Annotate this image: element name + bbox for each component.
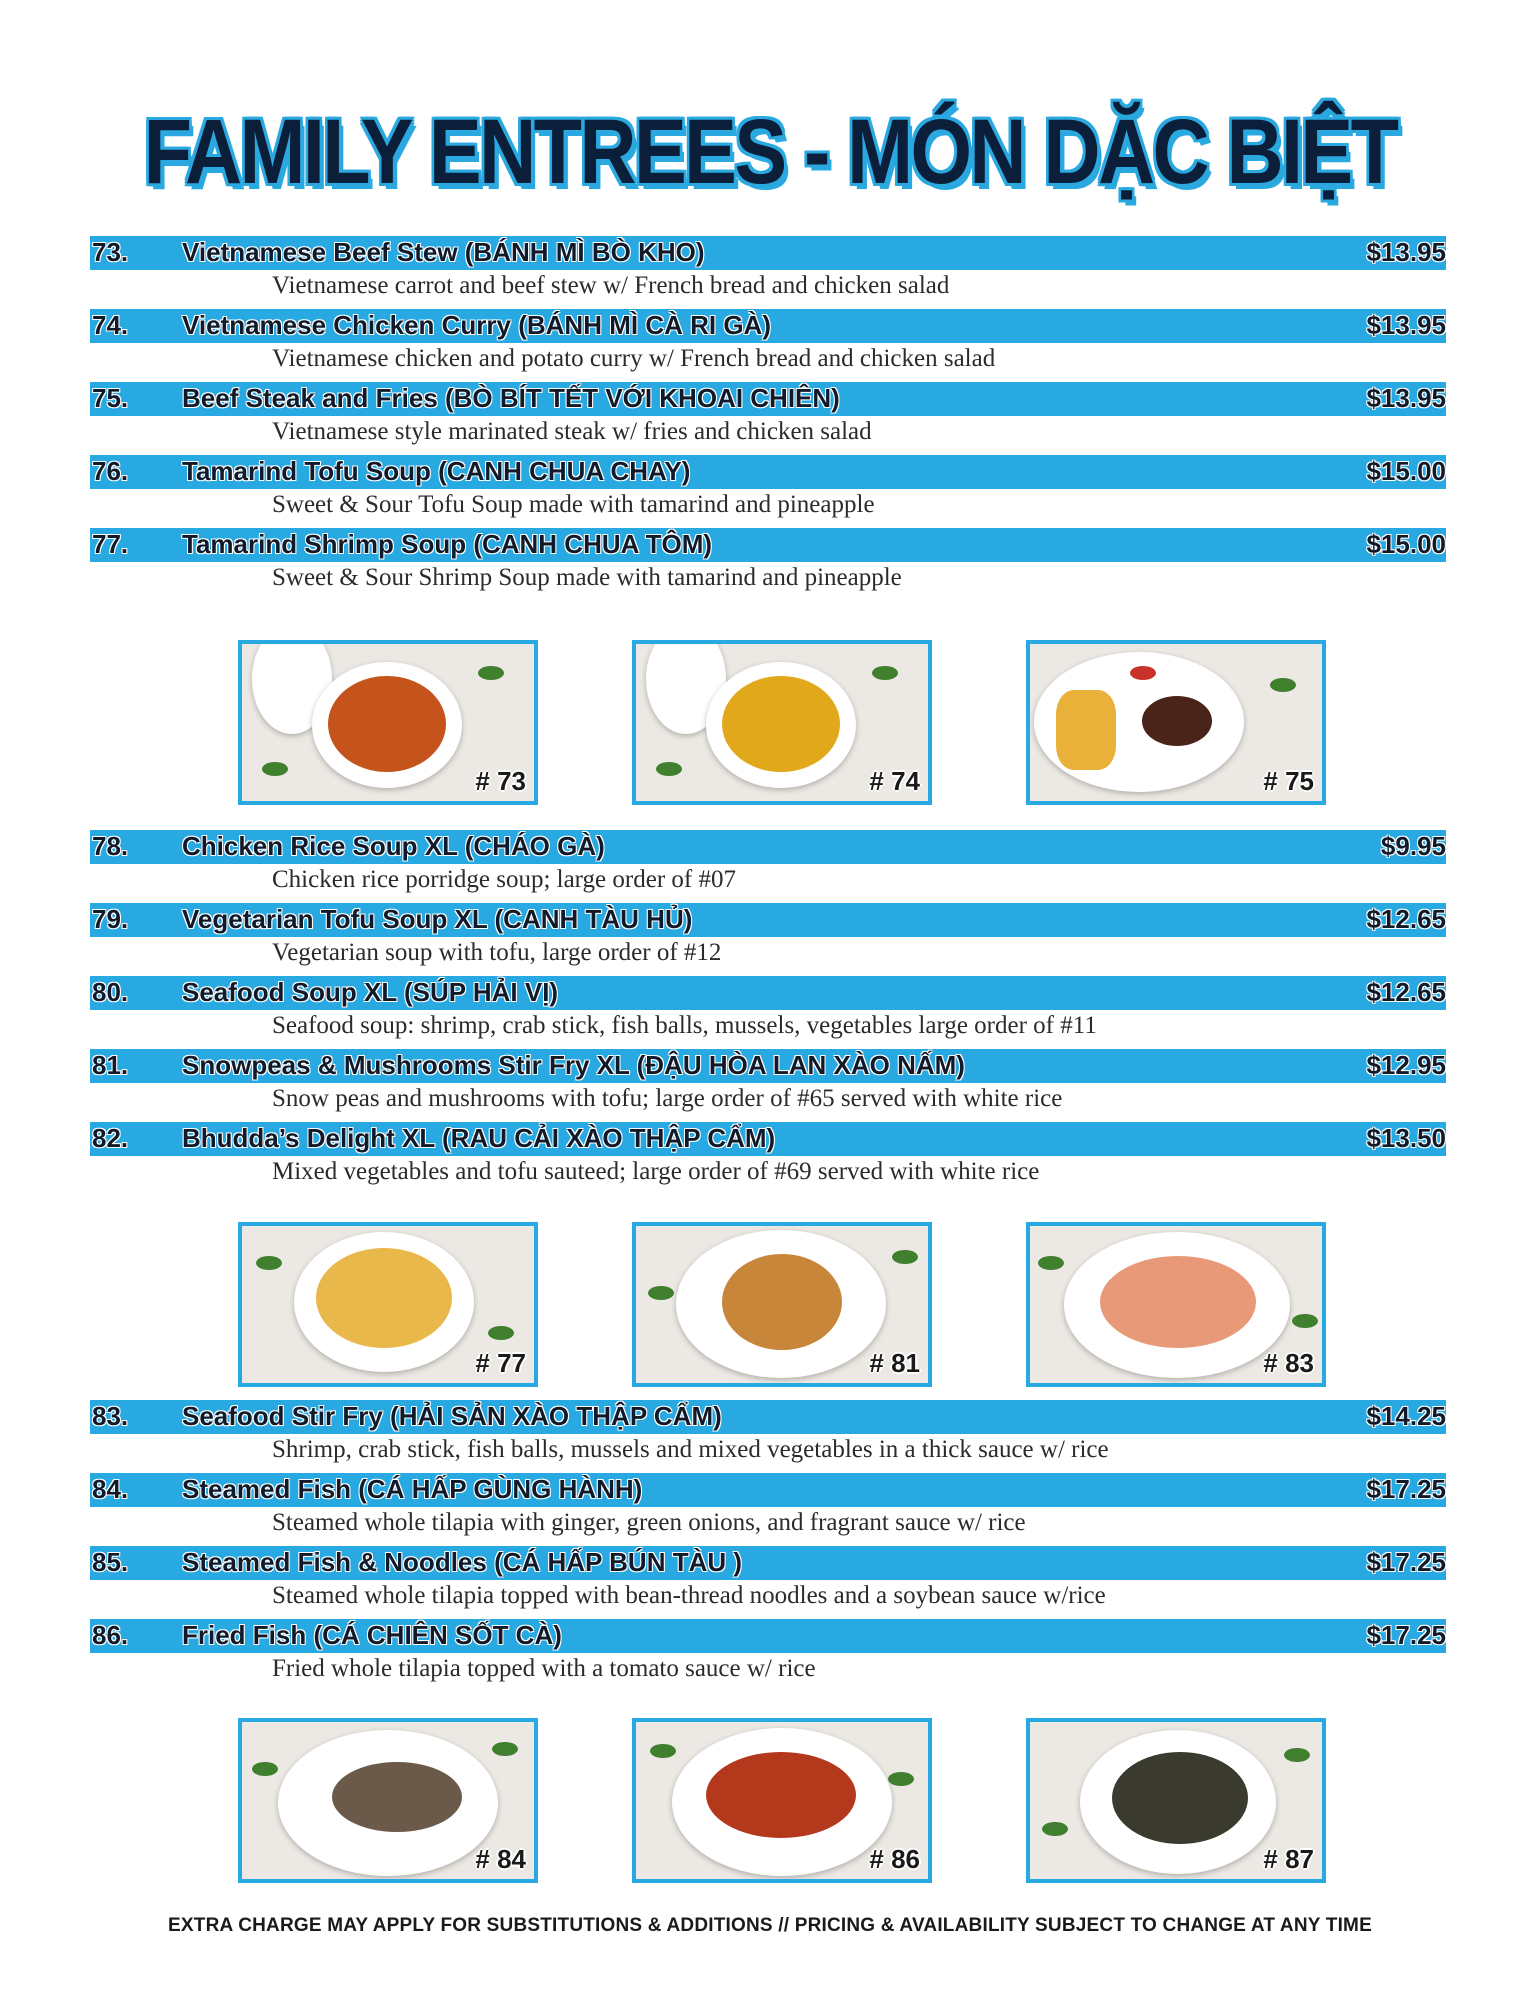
item-bar xyxy=(90,903,1446,937)
item-number: 73. xyxy=(92,237,129,267)
item-bar xyxy=(90,382,1446,416)
menu-section-1 xyxy=(90,236,1446,601)
item-number: 84. xyxy=(92,1474,129,1504)
item-description: Mixed vegetables and tofu sauteed; large order of #69 served with white rice xyxy=(272,1158,1040,1185)
item-name: Vietnamese Beef Stew (BÁNH MÌ BÒ KHO) xyxy=(182,237,705,267)
item-name: Vietnamese Chicken Curry (BÁNH MÌ CÀ RI GÀ) xyxy=(182,310,771,340)
item-bar xyxy=(90,236,1446,270)
item-number: 78. xyxy=(92,831,129,861)
item-name: Fried Fish (CÁ CHIÊN SỐT CÀ) xyxy=(182,1620,562,1650)
page-title: FAMILY ENTREES - MÓN DẶC BIỆT xyxy=(143,101,1397,203)
item-description: Snow peas and mushrooms with tofu; large order of #65 served with white rice xyxy=(272,1085,1063,1112)
item-bar xyxy=(90,1400,1446,1434)
item-price: $13.95 xyxy=(1366,383,1446,413)
photo-food xyxy=(1112,1752,1248,1844)
item-price: $17.25 xyxy=(1366,1620,1446,1650)
menu-item xyxy=(90,309,1446,382)
dish-photo xyxy=(632,640,932,805)
dish-photo xyxy=(238,640,538,805)
dish-photo xyxy=(1026,640,1326,805)
item-name: Chicken Rice Soup XL (CHÁO GÀ) xyxy=(182,831,605,861)
item-description: Steamed whole tilapia topped with bean-thread noodles and a soybean sauce w/rice xyxy=(272,1582,1106,1609)
item-number: 83. xyxy=(92,1401,129,1431)
item-name: Vegetarian Tofu Soup XL (CANH TÀU HỦ) xyxy=(182,904,693,934)
photo-label: # 83 xyxy=(1263,1348,1314,1378)
menu-section-2 xyxy=(90,830,1446,1195)
item-number: 81. xyxy=(92,1050,129,1080)
item-description: Steamed whole tilapia with ginger, green onions, and fragrant sauce w/ rice xyxy=(272,1509,1026,1536)
photo-food xyxy=(1142,696,1212,746)
item-bar xyxy=(90,830,1446,864)
item-name: Snowpeas & Mushrooms Stir Fry XL (ĐẬU HÒA LAN XÀO NẤM) xyxy=(182,1050,965,1080)
photo-food xyxy=(332,1762,462,1832)
photo-food xyxy=(1100,1256,1256,1348)
dish-photo xyxy=(238,1718,538,1883)
item-name: Tamarind Tofu Soup (CANH CHUA CHAY) xyxy=(182,456,691,486)
item-bar xyxy=(90,455,1446,489)
photo-food xyxy=(316,1248,452,1348)
photo-food xyxy=(722,1254,842,1350)
item-description: Sweet & Sour Tofu Soup made with tamarind and pineapple xyxy=(272,491,875,518)
menu-section-3 xyxy=(90,1400,1446,1692)
item-description: Sweet & Sour Shrimp Soup made with tamarind and pineapple xyxy=(272,564,902,591)
photo-label: # 81 xyxy=(869,1348,920,1378)
menu-item xyxy=(90,1546,1446,1619)
item-description: Shrimp, crab stick, fish balls, mussels and mixed vegetables in a thick sauce w/ rice xyxy=(272,1436,1109,1463)
item-name: Tamarind Shrimp Soup (CANH CHUA TÔM) xyxy=(182,529,713,559)
item-price: $14.25 xyxy=(1366,1401,1446,1431)
item-price: $13.95 xyxy=(1366,310,1446,340)
item-description: Vegetarian soup with tofu, large order of #12 xyxy=(272,939,722,966)
item-bar xyxy=(90,309,1446,343)
photo-label: # 77 xyxy=(475,1348,526,1378)
item-price: $12.95 xyxy=(1366,1050,1446,1080)
item-price: $12.65 xyxy=(1366,904,1446,934)
menu-item xyxy=(90,1473,1446,1546)
item-description: Chicken rice porridge soup; large order of #07 xyxy=(272,866,736,893)
item-price: $13.95 xyxy=(1366,237,1446,267)
item-number: 75. xyxy=(92,383,129,413)
item-name: Bhudda’s Delight XL (RAU CẢI XÀO THẬP CẨM) xyxy=(182,1123,776,1153)
footer-note: EXTRA CHARGE MAY APPLY FOR SUBSTITUTIONS & ADDITIONS // PRICING & AVAILABILITY SUBJECT TO CHANGE AT ANY TIME xyxy=(168,1915,1372,1936)
photo-food xyxy=(706,1752,856,1838)
item-bar xyxy=(90,1049,1446,1083)
photo-food xyxy=(328,676,446,772)
menu-item xyxy=(90,1400,1446,1473)
item-number: 76. xyxy=(92,456,129,486)
item-bar xyxy=(90,1473,1446,1507)
item-name: Steamed Fish (CÁ HẤP GÙNG HÀNH) xyxy=(182,1474,643,1504)
item-bar xyxy=(90,1619,1446,1653)
menu-item xyxy=(90,236,1446,309)
menu-item xyxy=(90,382,1446,455)
menu-item xyxy=(90,903,1446,976)
item-price: $9.95 xyxy=(1380,831,1446,861)
item-number: 79. xyxy=(92,904,129,934)
photo-label: # 87 xyxy=(1263,1844,1314,1874)
item-price: $13.50 xyxy=(1366,1123,1446,1153)
item-number: 80. xyxy=(92,977,129,1007)
menu-item xyxy=(90,455,1446,528)
item-bar xyxy=(90,976,1446,1010)
dish-photo xyxy=(632,1718,932,1883)
photo-label: # 86 xyxy=(869,1844,920,1874)
item-number: 77. xyxy=(92,529,129,559)
item-description: Vietnamese carrot and beef stew w/ French bread and chicken salad xyxy=(272,272,950,299)
menu-item xyxy=(90,1049,1446,1122)
menu-item xyxy=(90,976,1446,1049)
menu-item xyxy=(90,1122,1446,1195)
item-description: Vietnamese style marinated steak w/ fries and chicken salad xyxy=(272,418,872,445)
menu-item xyxy=(90,1619,1446,1692)
item-number: 86. xyxy=(92,1620,129,1650)
item-name: Seafood Stir Fry (HẢI SẢN XÀO THẬP CẨM) xyxy=(182,1401,722,1431)
item-number: 85. xyxy=(92,1547,129,1577)
item-price: $17.25 xyxy=(1366,1547,1446,1577)
photo-label: # 84 xyxy=(475,1844,526,1874)
dish-photo xyxy=(632,1222,932,1387)
photo-label: # 74 xyxy=(869,766,920,796)
item-number: 74. xyxy=(92,310,129,340)
item-description: Vietnamese chicken and potato curry w/ French bread and chicken salad xyxy=(272,345,996,372)
dish-photo xyxy=(1026,1222,1326,1387)
item-bar xyxy=(90,528,1446,562)
item-price: $17.25 xyxy=(1366,1474,1446,1504)
item-price: $12.65 xyxy=(1366,977,1446,1007)
menu-item xyxy=(90,528,1446,601)
dish-photo xyxy=(1026,1718,1326,1883)
item-name: Beef Steak and Fries (BÒ BÍT TẾT VỚI KHOAI CHIÊN) xyxy=(182,383,840,413)
photo-label: # 73 xyxy=(475,766,526,796)
dish-photo xyxy=(238,1222,538,1387)
photo-label: # 75 xyxy=(1263,766,1314,796)
item-price: $15.00 xyxy=(1366,456,1446,486)
item-number: 82. xyxy=(92,1123,129,1153)
item-bar xyxy=(90,1122,1446,1156)
item-name: Steamed Fish & Noodles (CÁ HẤP BÚN TÀU ) xyxy=(182,1547,743,1577)
item-description: Fried whole tilapia topped with a tomato sauce w/ rice xyxy=(272,1655,816,1682)
item-name: Seafood Soup XL (SÚP HẢI VỊ) xyxy=(182,977,559,1007)
item-bar xyxy=(90,1546,1446,1580)
item-price: $15.00 xyxy=(1366,529,1446,559)
photo-food xyxy=(722,676,840,772)
item-description: Seafood soup: shrimp, crab stick, fish balls, mussels, vegetables large order of #11 xyxy=(272,1012,1097,1039)
menu-item xyxy=(90,830,1446,903)
